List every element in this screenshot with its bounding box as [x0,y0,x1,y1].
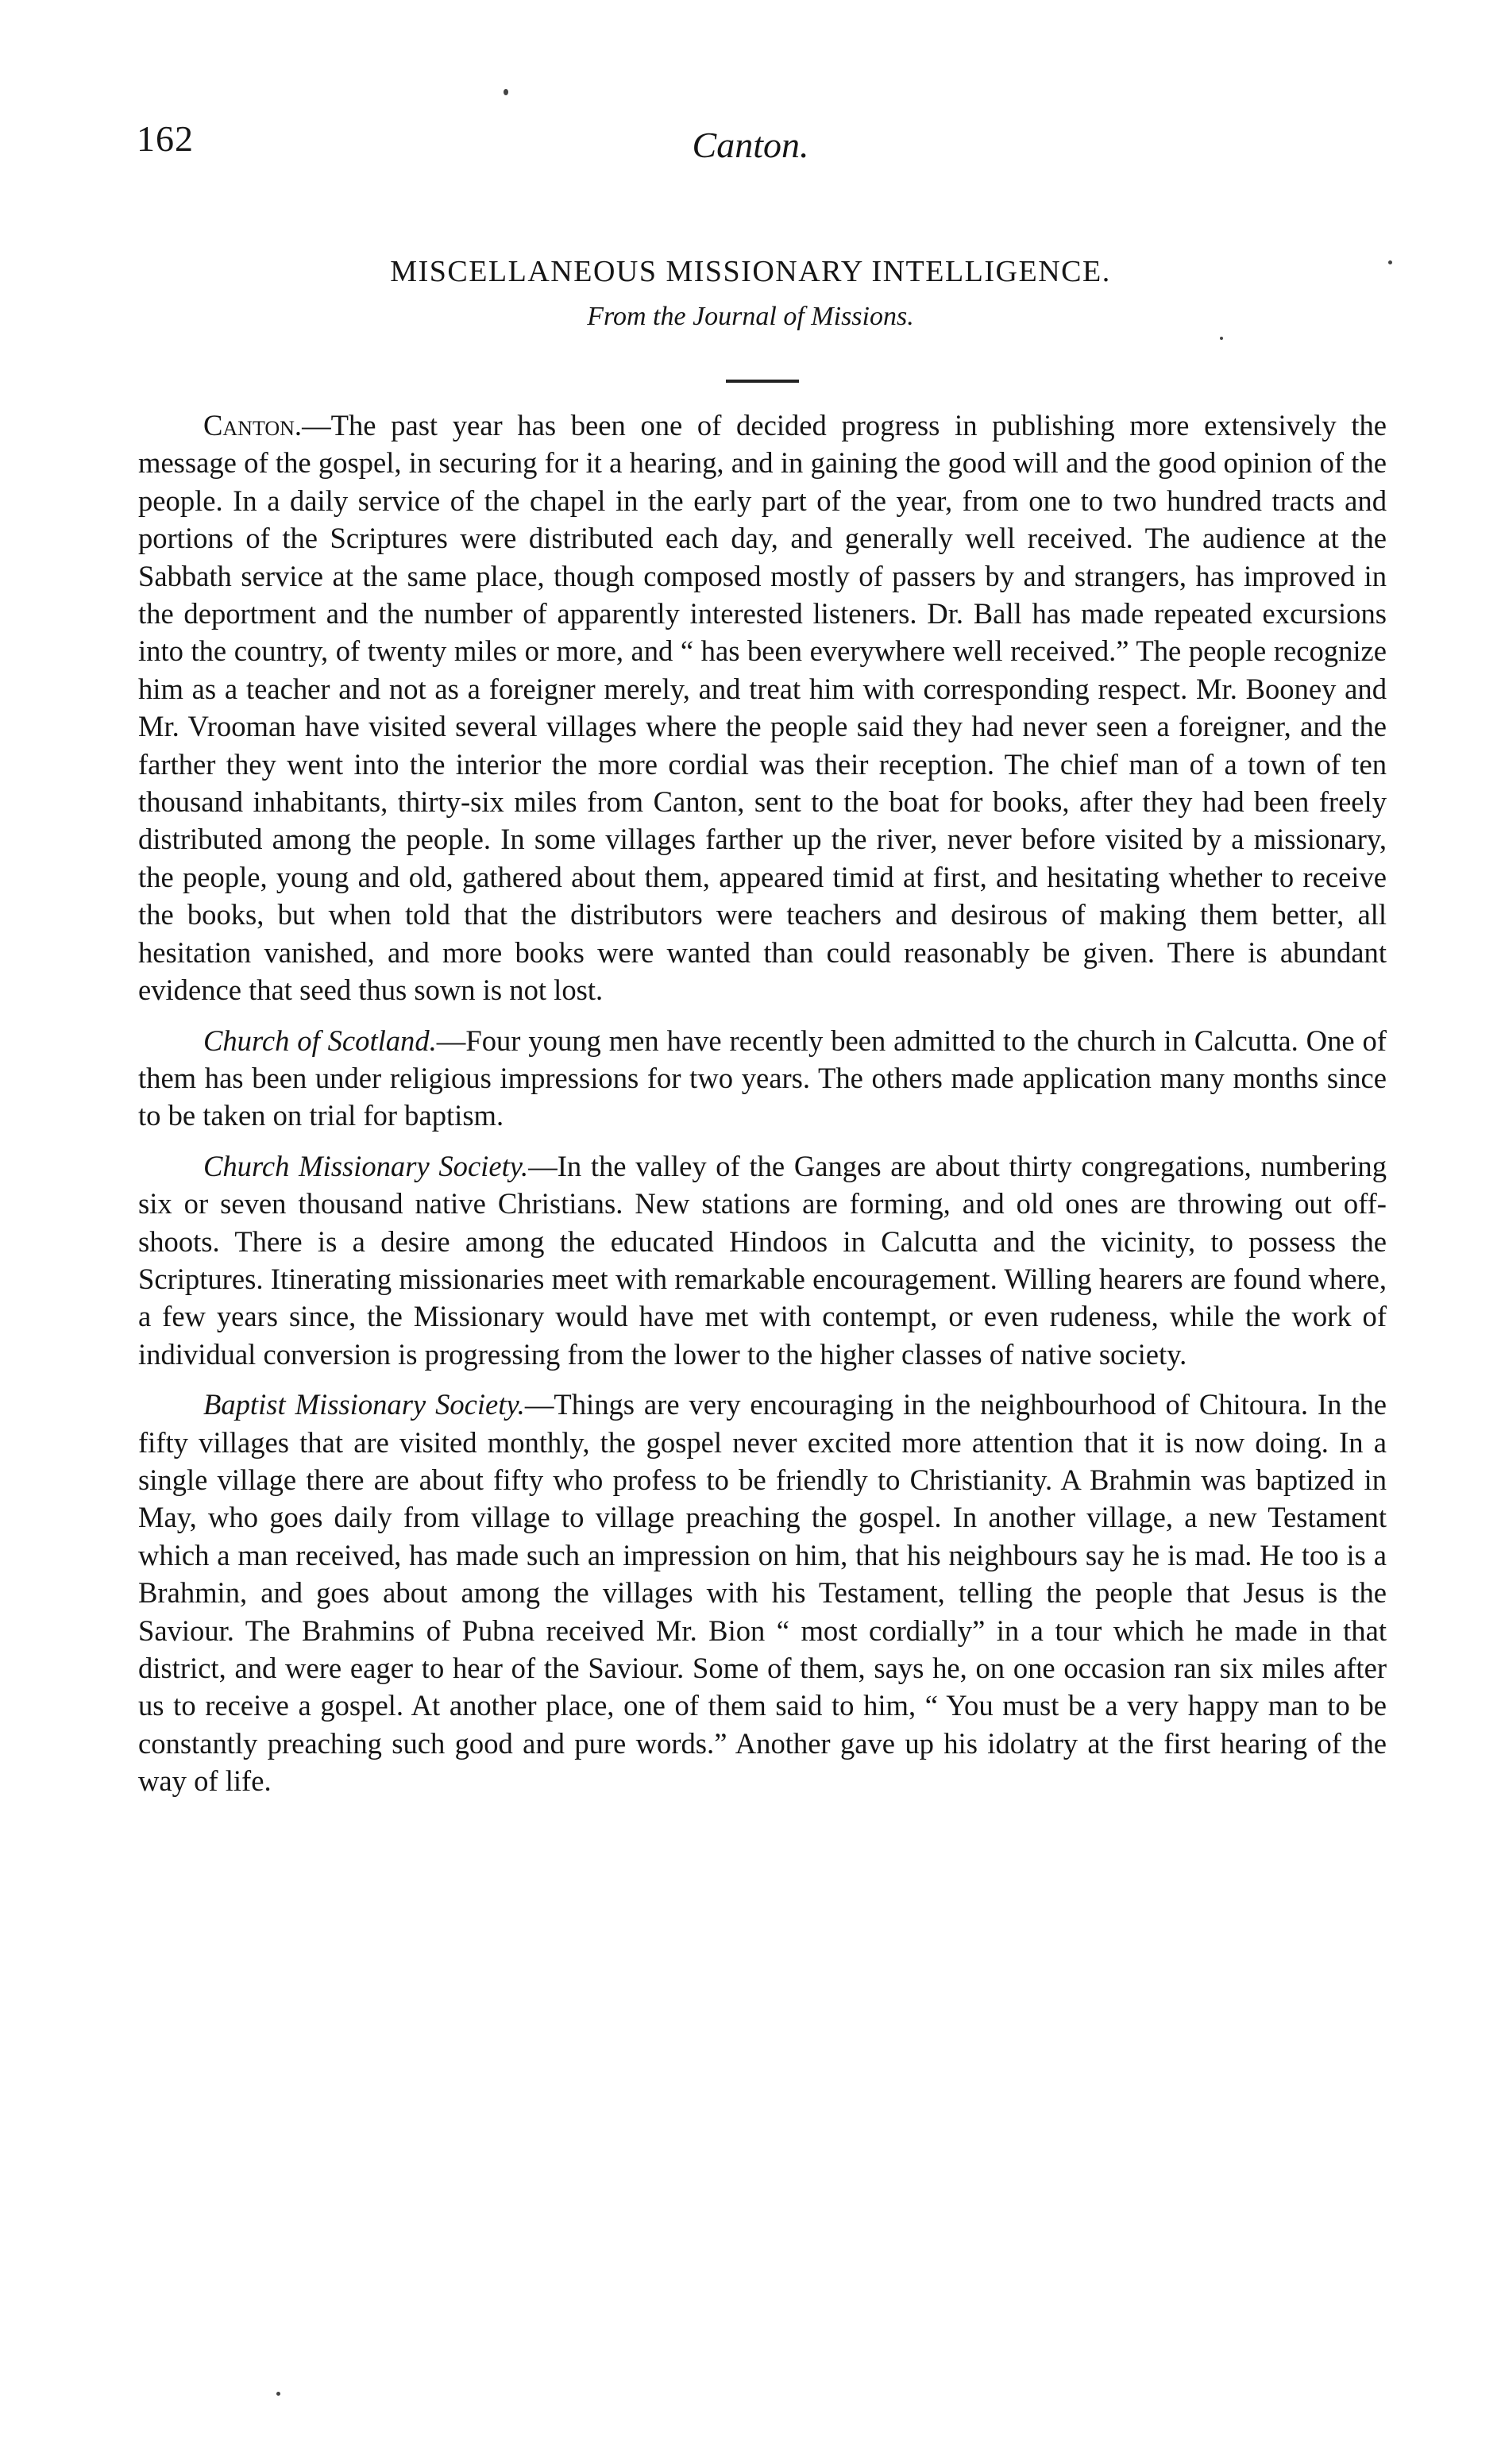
print-speck [504,89,508,95]
paragraph-text: —In the valley of the Ganges are about thirty congregations, numbering six or seven thousand native Christians. New stations are forming, and old ones are throwing out off-shoots. There is a desire among the educated Hindoos in Calcutta and the vicinity, to possess the Scriptures. Itinerating missionaries meet with remarkable encouragement. Willing hearers are found where, a few years since, the Missionary would have met with contempt, or even rudeness, while the work of individual conversion is progressing from the lower to the higher classes of native society. [138,1149,1387,1371]
paragraph-text: —Four young men have recently been admitted to the church in Calcutta. One of them has been under religious impressions for two years. The others made application many months since to be taken on trial for baptism. [138,1024,1387,1132]
article-body [138,407,1387,1813]
paragraph-text: —Things are very encouraging in the neighbourhood of Chitoura. In the fifty villages that are visited monthly, the gospel never excited more attention that it is now doing. In a single village there are about fifty who profess to be friendly to Christianity. A Brahmin was baptized in May, who goes daily from village to village preaching the gospel. In another village, a new Testament which a man received, has made such an impression on him, that his neighbours say he is mad. He too is a Brahmin, and goes about among the villages with his Testament, telling the people that Jesus is the Saviour. The Brahmins of Pubna received Mr. Bion “ most cordially” in a tour which he made in that district, and were eager to hear of the Saviour. Some of them, says he, on one occasion ran six miles after us to receive a gospel. At another place, one of them said to him, “ You must be a very happy man to be constantly preaching such good and pure words.” Another gave up his idolatry at the first hearing of the way of life. [138,1388,1387,1798]
paragraph-church-of-scotland [138,1022,1387,1135]
running-head: Canton. [692,125,809,165]
print-speck [1388,260,1392,264]
source-line: From the Journal of Missions. [587,302,914,331]
paragraph-lead: Church Missionary Society. [203,1149,529,1182]
paragraph-lead: Baptist Missionary Society. [203,1388,525,1421]
paragraph-baptist-missionary-society [138,1386,1387,1799]
paragraph-church-missionary-society [138,1147,1387,1373]
title-rule [726,380,799,383]
paragraph-lead: Canton. [203,409,303,442]
print-speck [1220,337,1223,340]
section-title: MISCELLANEOUS MISSIONARY INTELLIGENCE. [390,255,1111,288]
paragraph-canton [138,407,1387,1009]
paragraph-lead: Church of Scotland. [203,1024,437,1057]
page-number: 162 [137,118,194,159]
paragraph-text: —The past year has been one of decided progress in publishing more extensively the message of the gospel, in securing for it a hearing, and in gaining the good will and the good opinion of the people. In a daily service of the chapel in the early part of the year, from one to two hundred tracts and portions of the Scriptures were distributed each day, and generally well received. The audience at the Sabbath service at the same place, though composed mostly of passers by and strangers, has improved in the deportment and the number of apparently interested listeners. Dr. Ball has made repeated excursions into the country, of twenty miles or more, and “ has been everywhere well received.” The people recognize him as a teacher and not as a foreigner merely, and treat him with corresponding respect. Mr. Booney and Mr. Vrooman have visited several villages where the people said they had never seen a foreigner, and the farther they went into the interior the more cordial was their reception. The chief man of a town of ten thousand inhabitants, thirty-six miles from Canton, sent to the boat for books, after they had been freely distributed among the people. In some villages farther up the river, never before visited by a missionary, the people, young and old, gathered about them, appeared timid at first, and hesitating whether to receive the books, but when told that the distributors were teachers and desirous of making them better, all hesitation vanished, and more books were wanted than could reasonably be given. There is abundant evidence that seed thus sown is not lost. [138,409,1387,1007]
print-speck [276,2392,280,2396]
